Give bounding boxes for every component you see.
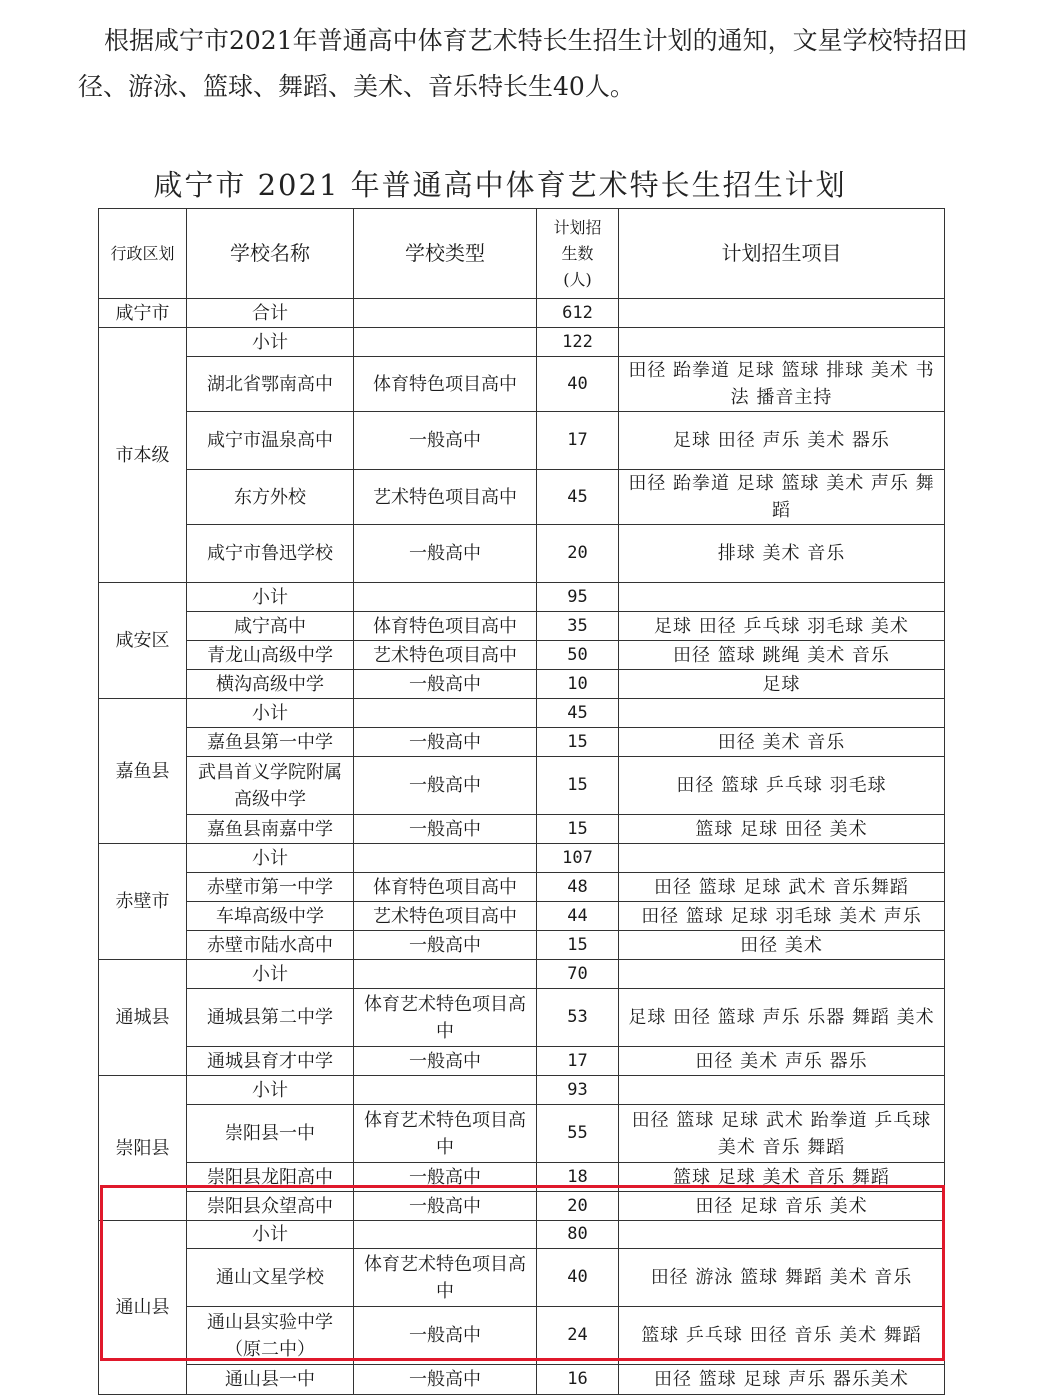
school-type-cell: 一般高中 bbox=[354, 1365, 537, 1395]
subtotal-count: 95 bbox=[537, 583, 619, 612]
school-projects-cell: 田径 篮球 乒乓球 羽毛球 bbox=[619, 757, 945, 815]
projects-cell bbox=[619, 1076, 945, 1105]
subtotal-count: 70 bbox=[537, 960, 619, 989]
header-count-line: 计划招 bbox=[553, 217, 602, 237]
type-cell bbox=[354, 1221, 537, 1249]
intro-paragraph: 根据咸宁市2021年普通高中体育艺术特长生招生计划的通知，文星学校特招田径、游泳、篮球、舞蹈、美术、音乐特长生40人。 bbox=[78, 26, 968, 101]
subtotal-row bbox=[99, 699, 945, 728]
school-type-cell: 一般高中 bbox=[354, 1047, 537, 1076]
type-cell bbox=[354, 1076, 537, 1105]
school-row bbox=[99, 815, 945, 844]
total-row bbox=[99, 299, 945, 328]
subtotal-count: 80 bbox=[537, 1221, 619, 1249]
school-name-cell: 咸宁市温泉高中 bbox=[187, 412, 354, 470]
school-type-cell: 一般高中 bbox=[354, 670, 537, 699]
school-type-cell: 一般高中 bbox=[354, 1307, 537, 1365]
projects-cell bbox=[619, 299, 945, 328]
school-type-cell: 体育艺术特色项目高中 bbox=[354, 1249, 537, 1307]
header-region: 行政区划 bbox=[99, 209, 187, 299]
subtotal-label: 小计 bbox=[187, 844, 354, 873]
school-count-cell: 15 bbox=[537, 931, 619, 960]
school-type-cell: 一般高中 bbox=[354, 757, 537, 815]
school-name-cell: 青龙山高级中学 bbox=[187, 641, 354, 670]
school-projects-cell: 田径 足球 音乐 美术 bbox=[619, 1192, 945, 1221]
projects-cell bbox=[619, 328, 945, 357]
school-type-cell: 体育艺术特色项目高中 bbox=[354, 989, 537, 1047]
subtotal-row bbox=[99, 328, 945, 357]
school-name-cell: 咸宁市鲁迅学校 bbox=[187, 525, 354, 583]
region-cell: 赤壁市 bbox=[99, 844, 187, 960]
subtotal-row bbox=[99, 960, 945, 989]
school-projects-cell: 足球 田径 篮球 声乐 乐器 舞蹈 美术 bbox=[619, 989, 945, 1047]
school-type-cell: 艺术特色项目高中 bbox=[354, 470, 537, 525]
school-name-cell: 通城县第二中学 bbox=[187, 989, 354, 1047]
school-name-cell: 通山县一中 bbox=[187, 1365, 354, 1395]
school-type-cell: 一般高中 bbox=[354, 1192, 537, 1221]
school-name-cell: 赤壁市陆水高中 bbox=[187, 931, 354, 960]
subtotal-label: 小计 bbox=[187, 328, 354, 357]
school-count-cell: 55 bbox=[537, 1105, 619, 1163]
school-projects-cell: 篮球 足球 田径 美术 bbox=[619, 815, 945, 844]
type-cell bbox=[354, 844, 537, 873]
header-count bbox=[537, 209, 619, 299]
school-name-cell: 咸宁高中 bbox=[187, 612, 354, 641]
subtotal-label: 小计 bbox=[187, 1076, 354, 1105]
region-cell: 嘉鱼县 bbox=[99, 699, 187, 844]
school-count-cell: 40 bbox=[537, 1249, 619, 1307]
subtotal-row bbox=[99, 583, 945, 612]
school-projects-cell: 足球 田径 乒乓球 羽毛球 美术 bbox=[619, 612, 945, 641]
school-row bbox=[99, 1192, 945, 1221]
school-count-cell: 10 bbox=[537, 670, 619, 699]
school-count-cell: 44 bbox=[537, 902, 619, 931]
school-row bbox=[99, 728, 945, 757]
school-count-cell: 17 bbox=[537, 1047, 619, 1076]
school-name-cell: 赤壁市第一中学 bbox=[187, 873, 354, 902]
school-count-cell: 48 bbox=[537, 873, 619, 902]
projects-cell bbox=[619, 844, 945, 873]
school-row bbox=[99, 1365, 945, 1395]
school-type-cell: 一般高中 bbox=[354, 1163, 537, 1192]
school-row bbox=[99, 902, 945, 931]
header-type: 学校类型 bbox=[354, 209, 537, 299]
subtotal-label: 小计 bbox=[187, 699, 354, 728]
school-count-cell: 15 bbox=[537, 728, 619, 757]
school-type-cell: 一般高中 bbox=[354, 525, 537, 583]
school-projects-cell: 田径 游泳 篮球 舞蹈 美术 音乐 bbox=[619, 1249, 945, 1307]
school-type-cell: 一般高中 bbox=[354, 931, 537, 960]
school-name-cell: 湖北省鄂南高中 bbox=[187, 357, 354, 412]
projects-cell bbox=[619, 1221, 945, 1249]
school-count-cell: 18 bbox=[537, 1163, 619, 1192]
school-type-cell: 体育特色项目高中 bbox=[354, 873, 537, 902]
school-count-cell: 16 bbox=[537, 1365, 619, 1395]
school-row bbox=[99, 1249, 945, 1307]
school-projects-cell: 田径 美术 声乐 器乐 bbox=[619, 1047, 945, 1076]
school-count-cell: 35 bbox=[537, 612, 619, 641]
school-count-cell: 45 bbox=[537, 470, 619, 525]
school-row bbox=[99, 357, 945, 412]
school-name-cell: 通城县育才中学 bbox=[187, 1047, 354, 1076]
type-cell bbox=[354, 960, 537, 989]
subtotal-row bbox=[99, 1076, 945, 1105]
enrollment-plan-table bbox=[98, 208, 945, 1395]
school-row bbox=[99, 989, 945, 1047]
school-type-cell: 艺术特色项目高中 bbox=[354, 902, 537, 931]
subtotal-row bbox=[99, 844, 945, 873]
subtotal-label: 小计 bbox=[187, 1221, 354, 1249]
school-projects-cell: 足球 bbox=[619, 670, 945, 699]
school-count-cell: 40 bbox=[537, 357, 619, 412]
header-school: 学校名称 bbox=[187, 209, 354, 299]
school-projects-cell: 排球 美术 音乐 bbox=[619, 525, 945, 583]
school-row bbox=[99, 757, 945, 815]
type-cell bbox=[354, 328, 537, 357]
subtotal-label: 小计 bbox=[187, 583, 354, 612]
school-name-cell: 嘉鱼县第一中学 bbox=[187, 728, 354, 757]
school-type-cell: 一般高中 bbox=[354, 815, 537, 844]
table-title: 咸宁市 2021 年普通高中体育艺术特长生招生计划 bbox=[153, 168, 847, 202]
school-type-cell: 艺术特色项目高中 bbox=[354, 641, 537, 670]
school-projects-cell: 田径 美术 音乐 bbox=[619, 728, 945, 757]
school-projects-cell: 田径 篮球 足球 羽毛球 美术 声乐 bbox=[619, 902, 945, 931]
school-row bbox=[99, 412, 945, 470]
school-name-cell: 通山文星学校 bbox=[187, 1249, 354, 1307]
school-projects-cell: 田径 跆拳道 足球 篮球 美术 声乐 舞蹈 bbox=[619, 470, 945, 525]
region-cell: 通山县 bbox=[99, 1221, 187, 1395]
projects-cell bbox=[619, 699, 945, 728]
type-cell bbox=[354, 699, 537, 728]
school-count-cell: 20 bbox=[537, 1192, 619, 1221]
school-name-cell: 车埠高级中学 bbox=[187, 902, 354, 931]
school-name-cell: 武昌首义学院附属高级中学 bbox=[187, 757, 354, 815]
school-count-cell: 50 bbox=[537, 641, 619, 670]
school-row bbox=[99, 612, 945, 641]
school-row bbox=[99, 670, 945, 699]
subtotal-count: 122 bbox=[537, 328, 619, 357]
school-count-cell: 15 bbox=[537, 757, 619, 815]
region-cell: 咸宁市 bbox=[99, 299, 187, 328]
header-projects: 计划招生项目 bbox=[619, 209, 945, 299]
school-row bbox=[99, 1047, 945, 1076]
header-count-line: (人) bbox=[563, 269, 592, 289]
school-projects-cell: 篮球 足球 美术 音乐 舞蹈 bbox=[619, 1163, 945, 1192]
subtotal-label: 小计 bbox=[187, 960, 354, 989]
school-projects-cell: 田径 跆拳道 足球 篮球 排球 美术 书法 播音主持 bbox=[619, 357, 945, 412]
school-type-cell: 体育特色项目高中 bbox=[354, 357, 537, 412]
region-cell: 崇阳县 bbox=[99, 1076, 187, 1221]
subtotal-count: 45 bbox=[537, 699, 619, 728]
subtotal-count: 93 bbox=[537, 1076, 619, 1105]
projects-cell bbox=[619, 960, 945, 989]
school-projects-cell: 田径 美术 bbox=[619, 931, 945, 960]
school-count-cell: 53 bbox=[537, 989, 619, 1047]
school-type-cell: 体育特色项目高中 bbox=[354, 612, 537, 641]
type-cell bbox=[354, 299, 537, 328]
school-row bbox=[99, 1163, 945, 1192]
school-projects-cell: 田径 篮球 足球 武术 音乐舞蹈 bbox=[619, 873, 945, 902]
school-projects-cell: 田径 篮球 足球 声乐 器乐美术 bbox=[619, 1365, 945, 1395]
school-name-cell: 东方外校 bbox=[187, 470, 354, 525]
total-label: 合计 bbox=[187, 299, 354, 328]
region-cell: 通城县 bbox=[99, 960, 187, 1076]
school-row bbox=[99, 1105, 945, 1163]
region-cell: 咸安区 bbox=[99, 583, 187, 699]
school-count-cell: 20 bbox=[537, 525, 619, 583]
projects-cell bbox=[619, 583, 945, 612]
school-name-cell: 嘉鱼县南嘉中学 bbox=[187, 815, 354, 844]
school-name-cell: 崇阳县龙阳高中 bbox=[187, 1163, 354, 1192]
school-type-cell: 体育艺术特色项目高中 bbox=[354, 1105, 537, 1163]
school-name-cell: 崇阳县众望高中 bbox=[187, 1192, 354, 1221]
school-type-cell: 一般高中 bbox=[354, 412, 537, 470]
school-row bbox=[99, 931, 945, 960]
school-count-cell: 17 bbox=[537, 412, 619, 470]
type-cell bbox=[354, 583, 537, 612]
school-name-cell: 通山县实验中学（原二中） bbox=[187, 1307, 354, 1365]
subtotal-count: 107 bbox=[537, 844, 619, 873]
school-count-cell: 15 bbox=[537, 815, 619, 844]
school-row bbox=[99, 1307, 945, 1365]
header-count-line: 生数 bbox=[561, 243, 594, 263]
subtotal-row bbox=[99, 1221, 945, 1249]
school-projects-cell: 足球 田径 声乐 美术 器乐 bbox=[619, 412, 945, 470]
school-projects-cell: 篮球 乒乓球 田径 音乐 美术 舞蹈 bbox=[619, 1307, 945, 1365]
school-name-cell: 横沟高级中学 bbox=[187, 670, 354, 699]
school-type-cell: 一般高中 bbox=[354, 728, 537, 757]
school-row bbox=[99, 525, 945, 583]
region-cell: 市本级 bbox=[99, 328, 187, 583]
school-name-cell: 崇阳县一中 bbox=[187, 1105, 354, 1163]
school-row bbox=[99, 641, 945, 670]
school-projects-cell: 田径 篮球 足球 武术 跆拳道 乒乓球 美术 音乐 舞蹈 bbox=[619, 1105, 945, 1163]
school-projects-cell: 田径 篮球 跳绳 美术 音乐 bbox=[619, 641, 945, 670]
header-row bbox=[99, 209, 945, 299]
total-count: 612 bbox=[537, 299, 619, 328]
school-row bbox=[99, 470, 945, 525]
school-row bbox=[99, 873, 945, 902]
school-count-cell: 24 bbox=[537, 1307, 619, 1365]
